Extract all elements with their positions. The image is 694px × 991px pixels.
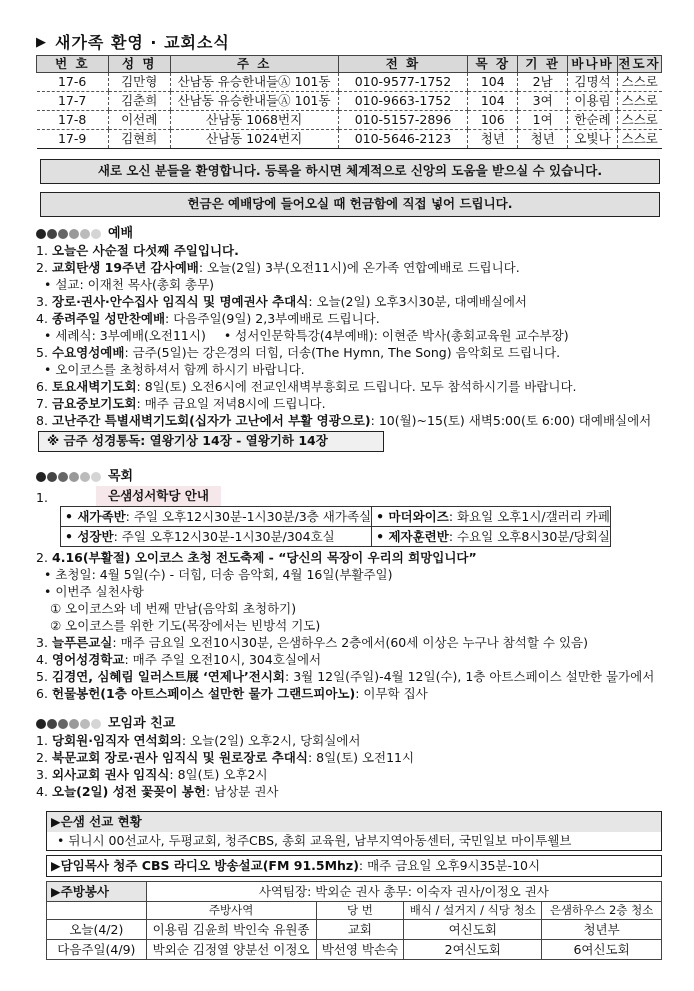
cell: 오늘(4/2) xyxy=(47,920,147,940)
list-item: 3. 늘푸른교실 : 매주 금요일 오전10시30분, 은샘하우스 2층에서(60세 이상은 누구나 참석할 수 있음) xyxy=(36,635,588,650)
list-subitem: • 설교: 이재천 목사(총회 총무) xyxy=(44,277,215,292)
list-item: 3. 장로·권사·안수집사 임직식 및 명예권사 추대식 : 오늘(2일) 오후3시30분, 대예배실에서 xyxy=(36,294,527,309)
welcome-banner: 새로 오신 분들을 환영합니다. 등록을 하시면 체계적으로 신앙의 도움을 받으실 수 있습니다. xyxy=(40,159,660,184)
cell: 교회 xyxy=(316,920,404,940)
category-title: 모임과 친교 xyxy=(108,715,176,731)
table-row xyxy=(37,73,662,92)
table-title-row xyxy=(47,882,662,902)
fellowship-heading xyxy=(36,715,662,733)
column-header: 성 명 xyxy=(108,56,170,73)
arrow-icon: ▶ xyxy=(36,34,47,50)
missions-body: • 뒤니시 00선교사, 두평교회, 청주CBS, 총회 교육원, 남부지역아동센터, 국민일보 마이투웰브 xyxy=(57,833,572,848)
cell: • 제자훈련반: 수요일 오후8시30분/당회실 xyxy=(372,527,611,547)
column-header: 목 장 xyxy=(468,56,518,73)
cell: 이선례 xyxy=(108,111,170,130)
cell: 010-9663-1752 xyxy=(338,92,468,111)
cell: 2남 xyxy=(518,73,568,92)
list-item: 4. 오늘(2일) 성전 꽃꽂이 봉헌 : 남상분 권사 xyxy=(36,784,279,799)
cell: 17-8 xyxy=(37,111,109,130)
list-subitem: • 초청일: 4월 5일(수) - 더힘, 더송 음악회, 4월 16일(부활주일) xyxy=(44,567,393,582)
list-subitem: • 이번주 실천사항 xyxy=(44,584,144,599)
list-item: 2. 4.16(부활절) 오이코스 초청 전도축제 - “당신의 목장이 우리의 희망입니다” xyxy=(36,550,477,565)
table-row xyxy=(37,130,662,149)
missions-box xyxy=(46,811,662,851)
cell: 박선영 박손숙 xyxy=(316,940,404,960)
cell: 1여 xyxy=(518,111,568,130)
column-header: 당 번 xyxy=(316,902,404,920)
bullet-dots-icon xyxy=(36,719,102,729)
worship-heading xyxy=(36,225,662,243)
cell: 스스로 xyxy=(618,73,662,92)
cell: 010-5157-2896 xyxy=(338,111,468,130)
radio-time: : 매주 금요일 오후9시35분-10시 xyxy=(358,858,541,873)
cell: 청년 xyxy=(468,130,518,149)
list-item: 4. 종려주일 성만찬예배 : 다음주일(9일) 2,3부예배로 드립니다. xyxy=(36,311,380,326)
cell: 스스로 xyxy=(618,130,662,149)
fellowship-section xyxy=(36,715,662,801)
offering-banner: 헌금은 예배당에 들어오실 때 헌금함에 직접 넣어 드립니다. xyxy=(40,192,660,217)
cell: 산남동 유승한내들Ⓐ 101동 xyxy=(170,73,338,92)
table-row xyxy=(37,111,662,130)
bullet-dots-icon xyxy=(36,229,102,239)
radio-box xyxy=(46,855,662,877)
table-row xyxy=(37,92,662,111)
list-item: 2. 북문교회 장로·권사 임직식 및 원로장로 추대식 : 8일(토) 오전11시 xyxy=(36,750,415,765)
cell: 김춘희 xyxy=(108,92,170,111)
cell: 오빛나 xyxy=(568,130,618,149)
duty-title: ▶주방봉사 xyxy=(47,882,147,902)
column-header: 전도자 xyxy=(618,56,661,71)
cell: 스스로 xyxy=(618,111,662,130)
list-item: 8. 고난주간 특별새벽기도회(십자가 고난에서 부활 영광으로) : 10(월)~15(토) 새벽5:00(토 6:00) 대예배실에서 xyxy=(36,413,652,428)
cell: 3여 xyxy=(518,92,568,111)
list-item: 1. 오늘은 사순절 다섯째 주일입니다. xyxy=(36,243,239,258)
category-title: 목회 xyxy=(108,468,134,484)
column-header: 은샘하우스 2층 청소 xyxy=(542,902,662,920)
column-header xyxy=(47,902,147,920)
cell: 010-5646-2123 xyxy=(338,130,468,149)
category-title: 예배 xyxy=(108,225,134,241)
list-item: 5. 수요영성예배 : 금주(5일)는 강은경의 더힘, 더송(The Hymn, The Song) 음악회로 드립니다. xyxy=(36,345,561,360)
ministry-heading xyxy=(36,468,662,486)
list-subitem: • 세례식: 3부예배(오전11시) • 성서인문학특강(4부예배): 이현준 박사(총회교육원 교수부장) xyxy=(44,328,569,343)
cell: 010-9577-1752 xyxy=(338,73,468,92)
school-heading: 1. 은샘성서학당 안내 xyxy=(36,486,662,506)
column-header: 바나바 xyxy=(568,56,618,73)
table-row xyxy=(61,527,611,547)
ministry-section xyxy=(36,468,662,703)
cell: 여신도회 xyxy=(404,920,542,940)
list-item: 1. 당회원·임직자 연석회의 : 오늘(2일) 오후2시, 당회실에서 xyxy=(36,733,361,748)
cell: 이용림 김윤희 박인숙 유원종 xyxy=(146,920,316,940)
radio-title: ▶담임목사 청주 CBS 라디오 방송설교(FM 91.5Mhz) xyxy=(51,858,359,873)
column-header: 주방사역 xyxy=(146,902,316,920)
column-header: 기 관 xyxy=(518,56,568,73)
list-item: 4. 영어성경학교 : 매주 주일 오전10시, 304호실에서 xyxy=(36,652,322,667)
cell: • 새가족반: 주일 오후12시30분-1시30분/3층 새가족실 xyxy=(61,507,372,527)
list-item: 6. 헌물봉헌(1층 아트스페이스 설만한 물가 그랜드피아노) : 이무학 집사 xyxy=(36,686,428,701)
cell: • 성장반: 주일 오후12시30분-1시30분/304호실 xyxy=(61,527,372,547)
cell: 17-6 xyxy=(37,73,109,92)
missions-title: ▶은샘 선교 현황 xyxy=(47,812,661,832)
list-subitem: • 오이코스를 초청하셔서 함께 하시기 바랍니다. xyxy=(44,362,305,377)
cell: 다음주일(4/9) xyxy=(47,940,147,960)
column-header: 번 호 xyxy=(37,56,109,73)
cell: 104 xyxy=(468,73,518,92)
cell: 2여신도회 xyxy=(404,940,542,960)
worship-section xyxy=(36,225,662,452)
school-table xyxy=(60,506,611,547)
table-header-row xyxy=(37,56,662,73)
cell: 한순례 xyxy=(568,111,618,130)
new-members-table xyxy=(36,55,662,149)
section-title-text: 새가족 환영 · 교회소식 xyxy=(55,32,230,52)
cell: 산남동 1024번지 xyxy=(170,130,338,149)
list-item: 5. 김경연, 심혜림 일러스트展 ‘연제나’전시회 : 3월 12일(주일)-4월 12일(수), 1층 아트스페이스 설만한 물가에서 xyxy=(36,669,655,684)
cell: 산남동 유승한내들Ⓐ 101동 xyxy=(170,92,338,111)
list-item: 7. 금요중보기도회 : 매주 금요일 저녁8시에 드립니다. xyxy=(36,396,326,411)
cell: 청년부 xyxy=(542,920,662,940)
cell: 104 xyxy=(468,92,518,111)
cell: 박외순 김정열 양분선 이정오 xyxy=(146,940,316,960)
cell: 17-7 xyxy=(37,92,109,111)
cell: 스스로 xyxy=(618,92,662,111)
cell: 김만형 xyxy=(108,73,170,92)
kitchen-duty-table xyxy=(46,881,662,960)
list-item: 6. 토요새벽기도회 : 8일(토) 오전6시에 전교인새벽부흥회로 드립니다. 모두 참석하시기를 바랍니다. xyxy=(36,379,577,394)
section-title xyxy=(36,32,662,54)
table-row xyxy=(61,507,611,527)
list-item: 2. 교회탄생 19주년 감사예배 : 오늘(2일) 3부(오전11시)에 온가족 연합예배로 드립니다. xyxy=(36,260,520,275)
duty-leaders: 사역팀장: 박외순 권사 총무: 이숙자 권사/이정오 권사 xyxy=(146,882,661,902)
list-item: 3. 외사교회 권사 임직식 : 8일(토) 오후2시 xyxy=(36,767,268,782)
cell: 106 xyxy=(468,111,518,130)
bulletin-page xyxy=(36,32,662,960)
column-header: 주 소 xyxy=(170,56,338,73)
cell: 청년 xyxy=(518,130,568,149)
column-header: 전 화 xyxy=(338,56,468,73)
table-row xyxy=(47,940,662,960)
cell: 이용림 xyxy=(568,92,618,111)
cell: 6여신도회 xyxy=(542,940,662,960)
table-row xyxy=(47,920,662,940)
table-header-row xyxy=(47,902,662,920)
cell: 김현희 xyxy=(108,130,170,149)
list-subitem: ① 오이코스와 네 번째 만남(음악회 초청하기) xyxy=(50,601,297,616)
cell: 17-9 xyxy=(37,130,109,149)
cell: 김명석 xyxy=(568,73,618,92)
bullet-dots-icon xyxy=(36,472,102,482)
school-label: 은샘성서학당 안내 xyxy=(96,486,221,506)
cell: • 마더와이즈: 화요일 오후1시/갤러리 카페 xyxy=(372,507,611,527)
cell: 산남동 1068번지 xyxy=(170,111,338,130)
column-header: 배식 / 설거지 / 식당 청소 xyxy=(404,902,542,920)
list-subitem: ② 오이코스를 위한 기도(목장에서는 빈방석 기도) xyxy=(50,618,321,633)
bible-reading-box: ※ 금주 성경통독: 열왕기상 14장 - 열왕기하 14장 xyxy=(38,431,384,452)
